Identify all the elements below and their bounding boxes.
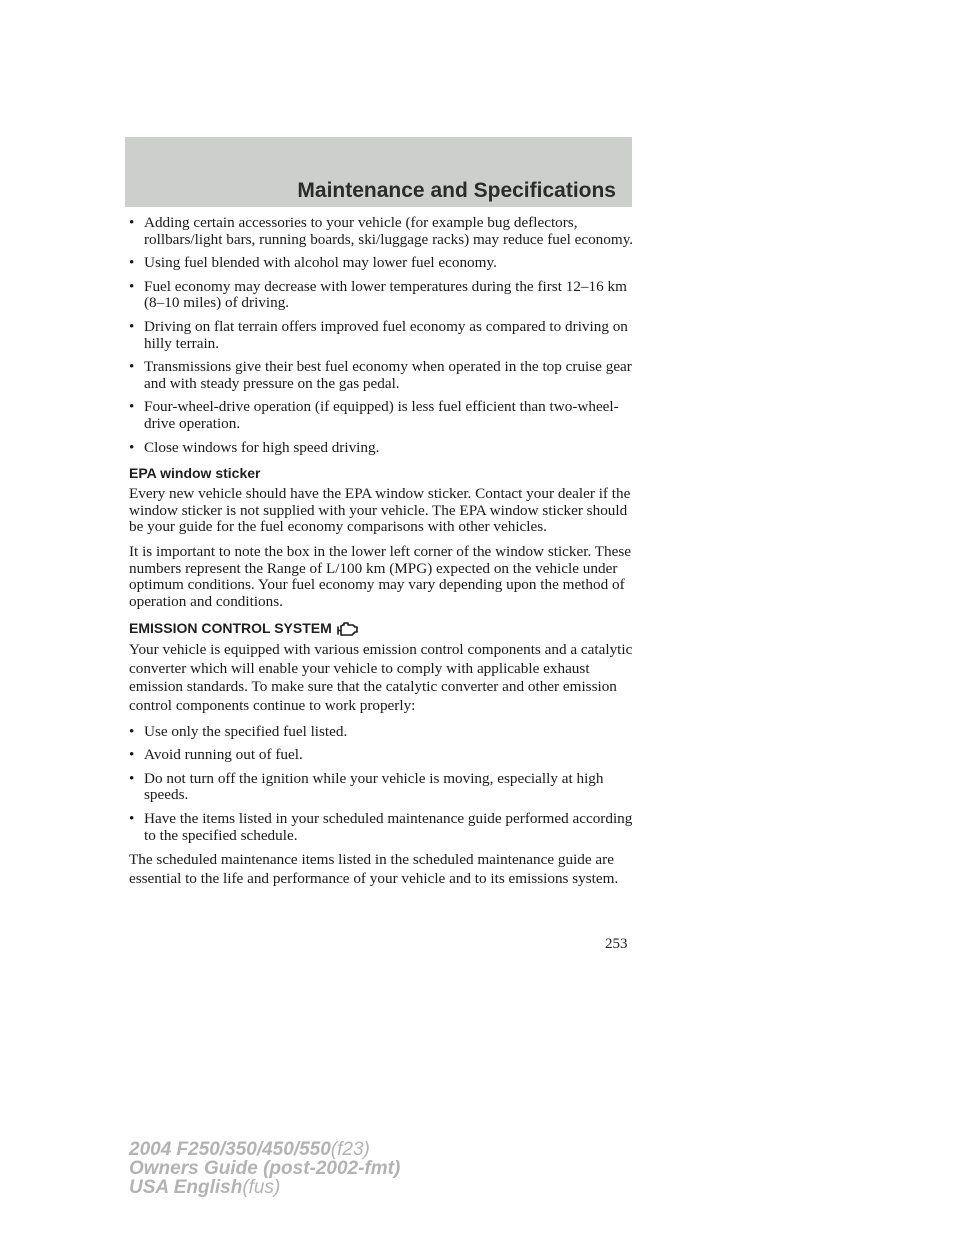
emission-heading-text: EMISSION CONTROL SYSTEM [129,620,332,637]
document-footer [129,1140,400,1197]
emission-heading [129,619,639,637]
page-number: 253 [605,936,628,952]
emission-intro: Your vehicle is equipped with various emission control components and a catalytic converter which will enable your vehicle to comply with applicable exhaust emission standards. To make sure that the catalytic converter and other emission control components continue to work properly: [129,641,633,715]
list-item: • Using fuel blended with alcohol may lower fuel economy. [129,255,639,272]
footer-line-model: 2004 F250/350/450/550(f23) [129,1139,370,1160]
section-title: Maintenance and Specifications [297,179,616,202]
epa-paragraph: Every new vehicle should have the EPA window sticker. Contact your dealer if the window sticker is not supplied with your vehicle. The EPA window sticker should be your guide for the fuel economy comparisons with other vehicles. [129,485,631,536]
list-item: • Close windows for high speed driving. [129,440,639,457]
list-item: • Use only the specified fuel listed. [129,724,639,741]
list-item: • Driving on flat terrain offers improved fuel economy as compared to driving on hilly terrain. [129,319,639,352]
epa-heading: EPA window sticker [129,465,261,482]
section-header-band [125,137,632,207]
list-item: • Fuel economy may decrease with lower temperatures during the first 12–16 km (8–10 miles) of driving. [129,279,639,312]
check-engine-icon [335,619,361,639]
footer-line-guide: Owners Guide (post-2002-fmt) [129,1158,401,1179]
epa-paragraph: It is important to note the box in the lower left corner of the window sticker. These numbers represent the Range of L/100 km (MPG) expected on the vehicle under optimum conditions. Your fuel economy may vary depending upon the method of operation and conditions. [129,542,632,610]
footer-line-language: USA English(fus) [129,1177,281,1198]
emission-closing: The scheduled maintenance items listed in the scheduled maintenance guide are essential to the life and performance of your vehicle and to its emissions system. [129,851,619,887]
list-item: • Avoid running out of fuel. [129,747,639,764]
list-item: • Have the items listed in your scheduled maintenance guide performed according to the specified schedule. [129,811,639,844]
list-item: • Transmissions give their best fuel economy when operated in the top cruise gear and with steady pressure on the gas pedal. [129,359,639,392]
list-item: • Four-wheel-drive operation (if equipped) is less fuel efficient than two-wheel-drive operation. [129,399,639,432]
fuel-tips-list [129,215,639,456]
page-content [129,215,639,896]
emission-tips-list [129,724,639,845]
list-item: • Do not turn off the ignition while your vehicle is moving, especially at high speeds. [129,771,639,804]
list-item: • Adding certain accessories to your vehicle (for example bug deflectors, rollbars/light bars, running boards, ski/luggage racks) may reduce fuel economy. [129,215,639,248]
